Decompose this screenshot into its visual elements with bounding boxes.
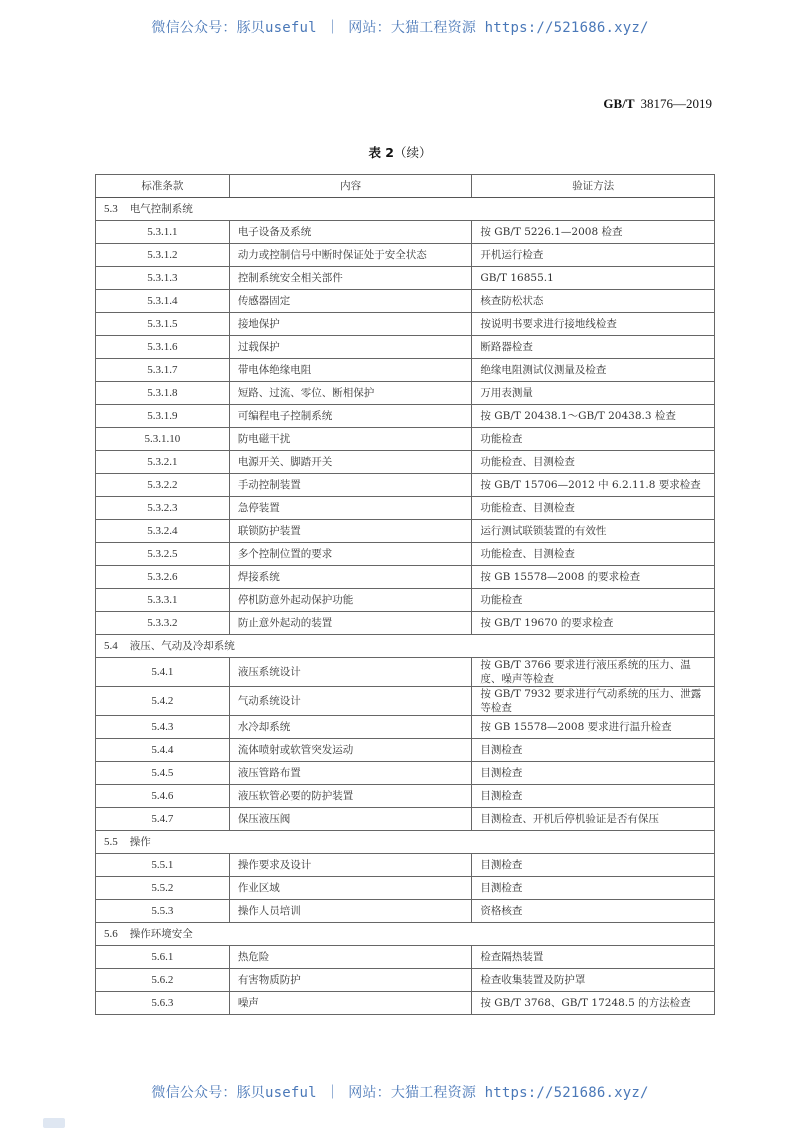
clause-cell: 5.4.1 [96,658,230,687]
method-cell: 按说明书要求进行接地线检查 [472,313,715,336]
method-cell: 功能检查 [472,428,715,451]
clause-cell: 5.5.3 [96,900,230,923]
section-title: 液压、气动及冷却系统 [129,640,235,652]
table-title-suffix: （续） [394,145,432,160]
clause-cell: 5.3.1.4 [96,290,230,313]
table-row [96,785,715,808]
watermark-top: 微信公众号：豚贝useful ｜ 网站：大猫工程资源 https://521686.xyz/ [151,20,649,36]
section-heading [96,198,715,221]
table-row [96,244,715,267]
column-header-clause: 标准条款 [96,175,230,198]
table-row [96,313,715,336]
clause-cell: 5.5.2 [96,877,230,900]
content-cell: 噪声 [229,992,472,1015]
table-row [96,946,715,969]
clause-cell: 5.4.6 [96,785,230,808]
content-cell: 联锁防护装置 [229,520,472,543]
content-cell: 可编程电子控制系统 [229,405,472,428]
table-row [96,900,715,923]
table-row [96,877,715,900]
content-cell: 流体喷射或软管突发运动 [229,739,472,762]
method-cell: 功能检查、目测检查 [472,497,715,520]
table-row [96,566,715,589]
content-cell: 气动系统设计 [229,687,472,716]
section-number: 5.5 [104,836,118,848]
content-cell: 热危险 [229,946,472,969]
section-heading [96,635,715,658]
table-row [96,267,715,290]
content-cell: 保压液压阀 [229,808,472,831]
clause-cell: 5.6.2 [96,969,230,992]
method-cell: 开机运行检查 [472,244,715,267]
section-title: 电气控制系统 [129,203,193,215]
method-cell: 按 GB 15578—2008 要求进行温升检查 [472,716,715,739]
content-cell: 停机防意外起动保护功能 [229,589,472,612]
standard-prefix: GB/T [603,96,635,111]
table-row [96,716,715,739]
table-row [96,589,715,612]
table-row [96,658,715,687]
content-cell: 作业区域 [229,877,472,900]
clause-cell: 5.3.2.1 [96,451,230,474]
clause-cell: 5.3.2.5 [96,543,230,566]
method-cell: 检查隔热装置 [472,946,715,969]
content-cell: 电子设备及系统 [229,221,472,244]
content-cell: 控制系统安全相关部件 [229,267,472,290]
method-cell: 按 GB/T 19670 的要求检查 [472,612,715,635]
clause-cell: 5.3.1.3 [96,267,230,290]
content-cell: 液压系统设计 [229,658,472,687]
content-cell: 焊接系统 [229,566,472,589]
clause-cell: 5.4.3 [96,716,230,739]
method-cell: 按 GB/T 3766 要求进行液压系统的压力、温度、噪声等检查 [472,658,715,687]
section-title: 操作 [129,836,151,848]
table-row [96,762,715,785]
clause-cell: 5.3.2.3 [96,497,230,520]
method-cell: 按 GB/T 7932 要求进行气动系统的压力、泄露等检查 [472,687,715,716]
content-cell: 过载保护 [229,336,472,359]
section-row [96,923,715,946]
content-cell: 手动控制装置 [229,474,472,497]
method-cell: 检查收集装置及防护罩 [472,969,715,992]
clause-cell: 5.5.1 [96,854,230,877]
method-cell: 目测检查 [472,785,715,808]
table-title-label: 表 2 [368,145,395,160]
table-row [96,451,715,474]
section-number: 5.4 [104,640,118,652]
table-header-row [96,175,715,198]
table-row [96,992,715,1015]
section-number: 5.6 [104,928,118,940]
clause-cell: 5.6.1 [96,946,230,969]
method-cell: 按 GB/T 20438.1～GB/T 20438.3 检查 [472,405,715,428]
method-cell: 目测检查 [472,877,715,900]
content-cell: 动力或控制信号中断时保证处于安全状态 [229,244,472,267]
table-row [96,221,715,244]
standard-number: 38176—2019 [640,96,712,111]
section-title: 操作环境安全 [129,928,193,940]
table-body [96,198,715,1015]
method-cell: 资格核查 [472,900,715,923]
table-row [96,336,715,359]
section-heading [96,923,715,946]
content-cell: 有害物质防护 [229,969,472,992]
verification-table [95,174,715,1015]
clause-cell: 5.3.1.5 [96,313,230,336]
section-number: 5.3 [104,203,118,215]
table-row [96,543,715,566]
method-cell: 功能检查、目测检查 [472,451,715,474]
content-cell: 防电磁干扰 [229,428,472,451]
clause-cell: 5.3.1.9 [96,405,230,428]
method-cell: 按 GB/T 5226.1—2008 检查 [472,221,715,244]
method-cell: 核查防松状态 [472,290,715,313]
method-cell: 断路器检查 [472,336,715,359]
clause-cell: 5.4.5 [96,762,230,785]
content-cell: 防止意外起动的装置 [229,612,472,635]
column-header-method: 验证方法 [472,175,715,198]
table-row [96,497,715,520]
section-heading [96,831,715,854]
table-row [96,969,715,992]
content-cell: 电源开关、脚踏开关 [229,451,472,474]
table-row [96,474,715,497]
table-row [96,290,715,313]
section-row [96,198,715,221]
table-row [96,612,715,635]
method-cell: 目测检查 [472,762,715,785]
clause-cell: 5.4.7 [96,808,230,831]
table-row [96,405,715,428]
section-row [96,635,715,658]
table-row [96,687,715,716]
content-cell: 水冷却系统 [229,716,472,739]
clause-cell: 5.4.4 [96,739,230,762]
method-cell: 功能检查 [472,589,715,612]
method-cell: 目测检查 [472,854,715,877]
clause-cell: 5.3.1.2 [96,244,230,267]
content-cell: 操作人员培训 [229,900,472,923]
method-cell: 功能检查、目测检查 [472,543,715,566]
method-cell: 目测检查、开机后停机验证是否有保压 [472,808,715,831]
table-row [96,359,715,382]
clause-cell: 5.3.1.1 [96,221,230,244]
method-cell: 按 GB/T 3768、GB/T 17248.5 的方法检查 [472,992,715,1015]
table-row [96,739,715,762]
standard-code [603,96,712,112]
table-row [96,854,715,877]
clause-cell: 5.4.2 [96,687,230,716]
clause-cell: 5.3.2.4 [96,520,230,543]
content-cell: 操作要求及设计 [229,854,472,877]
content-cell: 带电体绝缘电阻 [229,359,472,382]
clause-cell: 5.3.2.6 [96,566,230,589]
clause-cell: 5.3.3.1 [96,589,230,612]
clause-cell: 5.3.1.7 [96,359,230,382]
table-row [96,428,715,451]
content-cell: 传感器固定 [229,290,472,313]
content-cell: 接地保护 [229,313,472,336]
clause-cell: 5.3.1.6 [96,336,230,359]
content-cell: 短路、过流、零位、断相保护 [229,382,472,405]
table-row [96,520,715,543]
section-row [96,831,715,854]
method-cell: GB/T 16855.1 [472,267,715,290]
column-header-content: 内容 [229,175,472,198]
content-cell: 急停装置 [229,497,472,520]
clause-cell: 5.3.3.2 [96,612,230,635]
content-cell: 液压软管必要的防护装置 [229,785,472,808]
content-cell: 多个控制位置的要求 [229,543,472,566]
method-cell: 按 GB 15578—2008 的要求检查 [472,566,715,589]
clause-cell: 5.6.3 [96,992,230,1015]
table-row [96,382,715,405]
method-cell: 万用表测量 [472,382,715,405]
clause-cell: 5.3.2.2 [96,474,230,497]
method-cell: 目测检查 [472,739,715,762]
method-cell: 绝缘电阻测试仪测量及检查 [472,359,715,382]
method-cell: 按 GB/T 15706—2012 中 6.2.11.8 要求检查 [472,474,715,497]
content-cell: 液压管路布置 [229,762,472,785]
method-cell: 运行测试联锁装置的有效性 [472,520,715,543]
clause-cell: 5.3.1.10 [96,428,230,451]
table-title [0,143,800,161]
clause-cell: 5.3.1.8 [96,382,230,405]
watermark-bottom: 微信公众号：豚贝useful ｜ 网站：大猫工程资源 https://521686.xyz/ [151,1085,649,1101]
corner-mark [43,1118,65,1128]
table-row [96,808,715,831]
